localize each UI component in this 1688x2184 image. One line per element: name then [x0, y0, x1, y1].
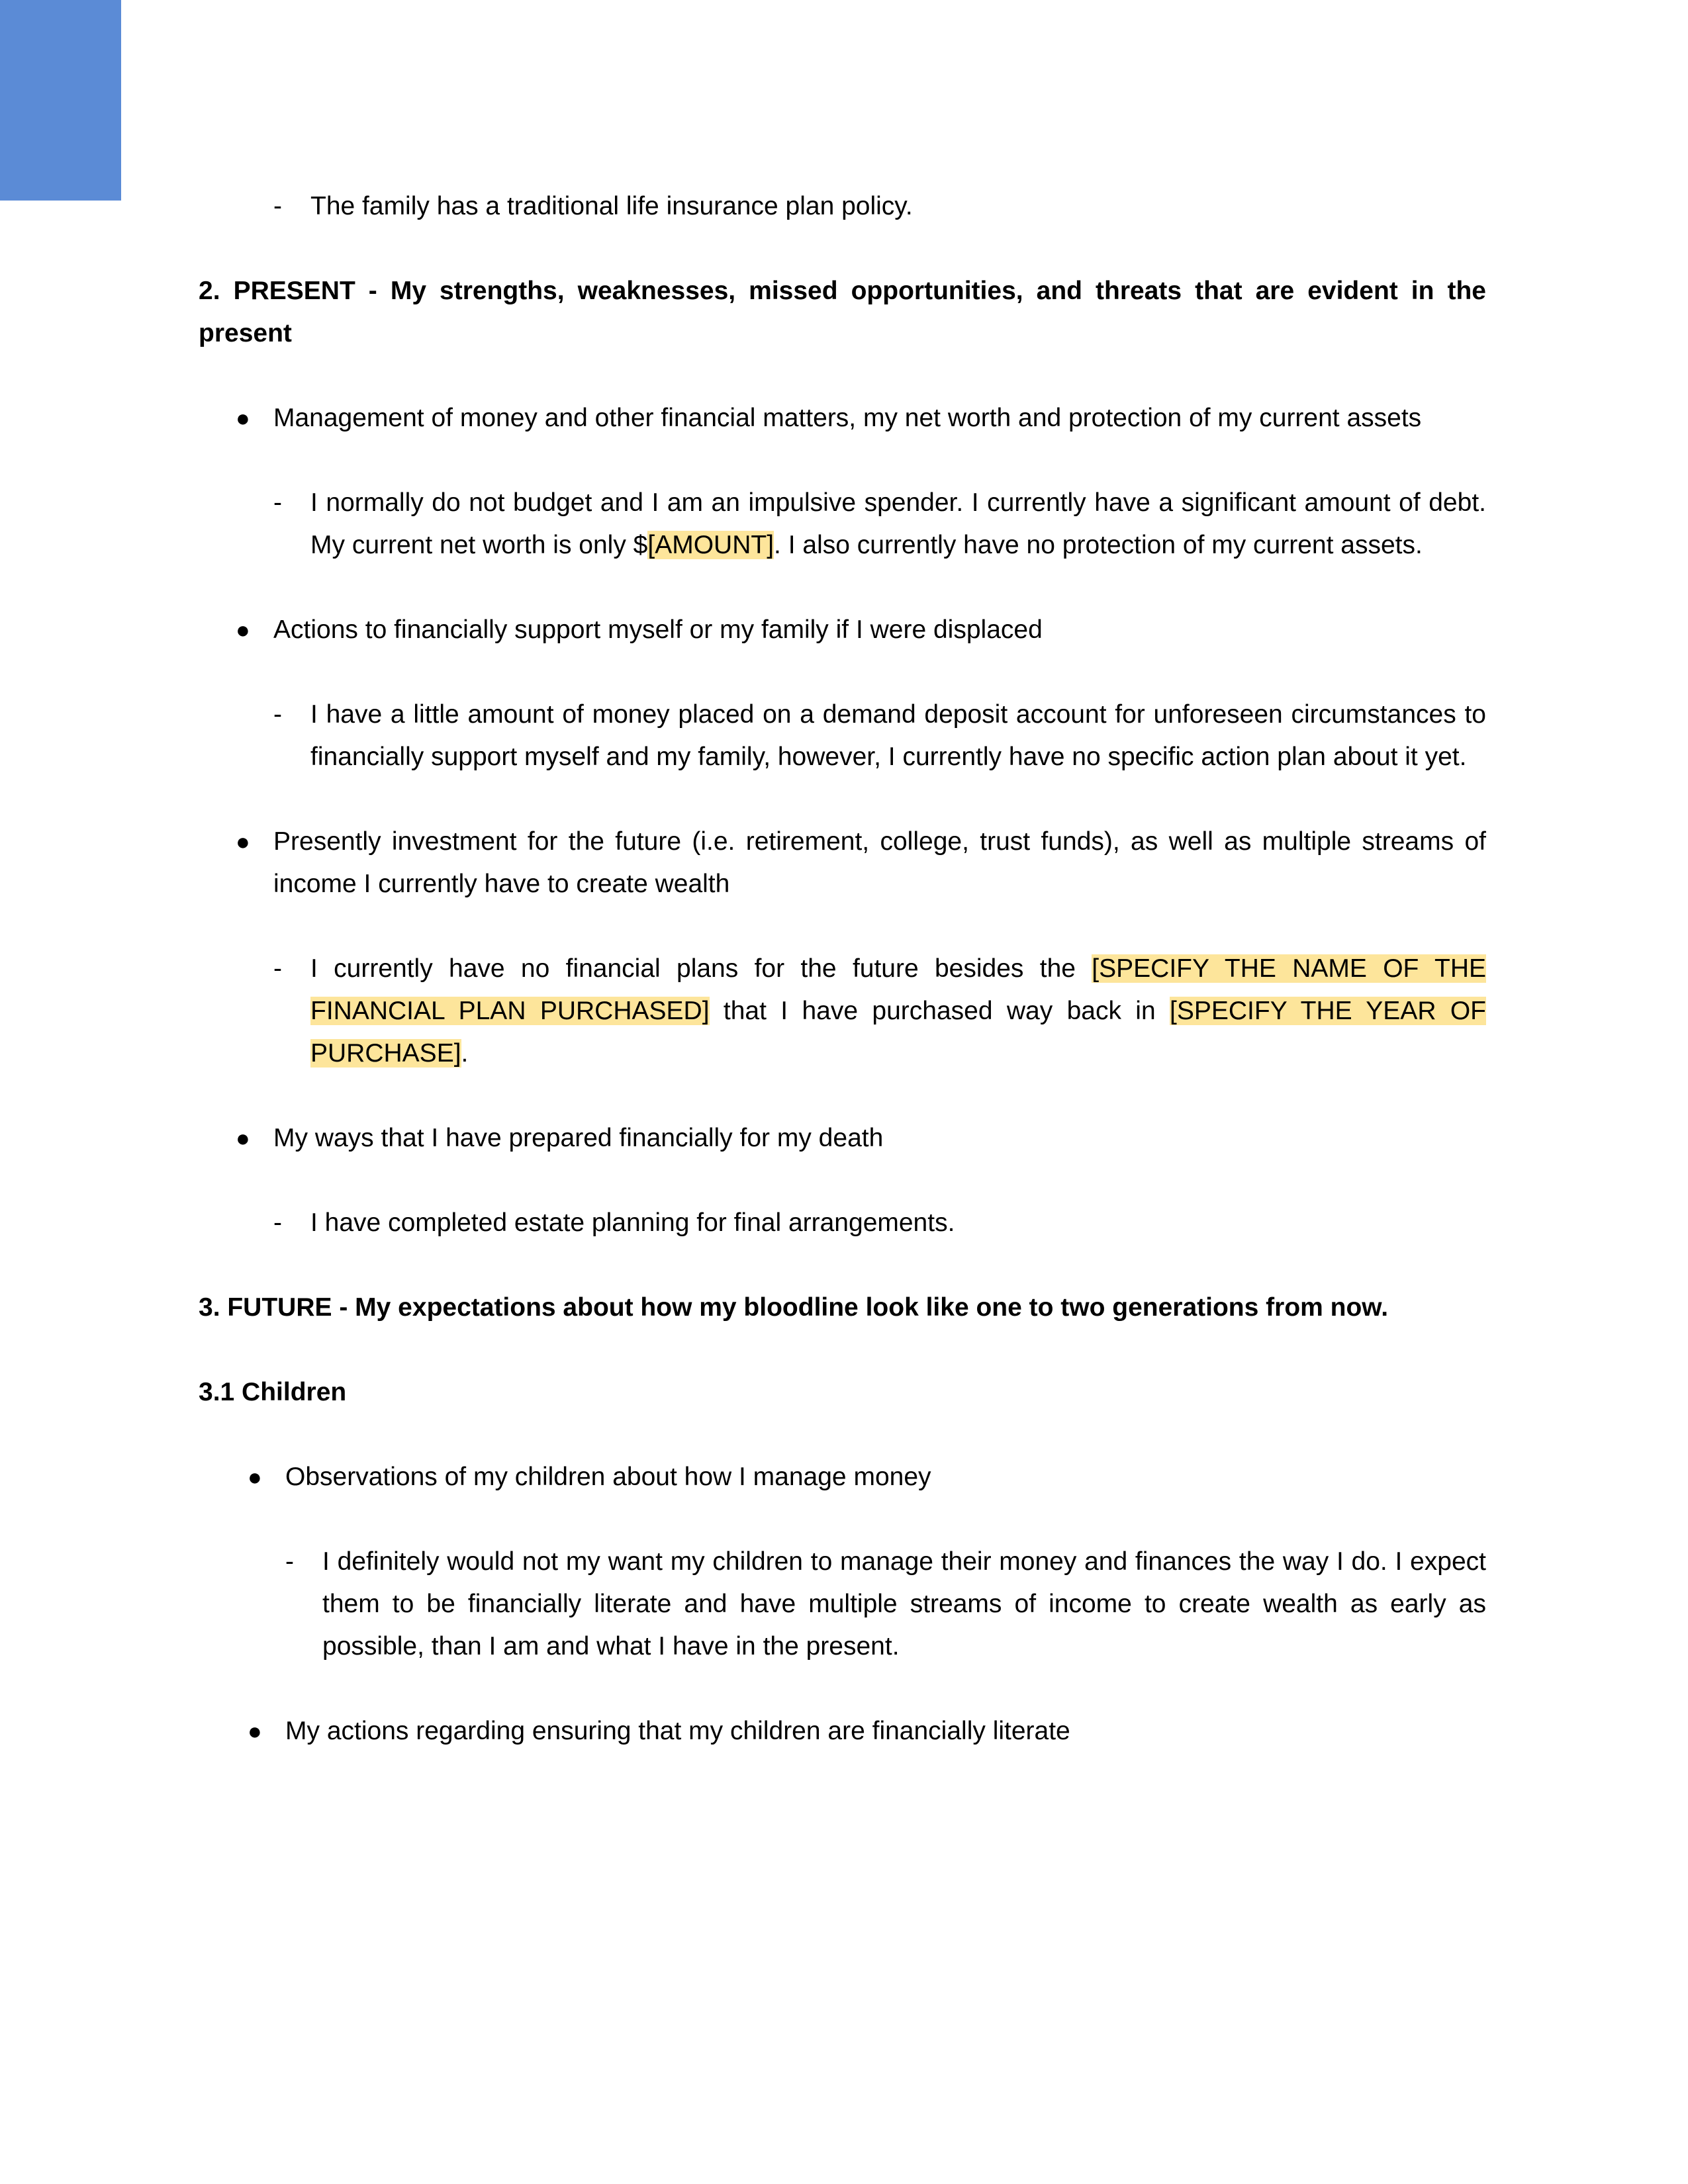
bullet-children-literacy — [199, 1710, 1486, 1752]
dash-item-insurance — [199, 185, 1486, 228]
dash-text: The family has a traditional life insurance plan policy. — [310, 192, 913, 220]
bullet-text: My ways that I have prepared financially for my death — [273, 1124, 884, 1152]
dash-mark: - — [273, 700, 282, 729]
bullet-displaced-support — [199, 609, 1486, 651]
dash-text: that I have purchased way back in — [709, 997, 1170, 1025]
bullet-text: Observations of my children about how I manage money — [285, 1463, 931, 1491]
dash-text: . — [461, 1039, 469, 1068]
bullet-mark: ● — [248, 1463, 262, 1490]
dash-mark: - — [273, 1208, 282, 1237]
dash-mark: - — [273, 954, 282, 983]
corner-tab — [0, 0, 121, 201]
dash-text: I normally do not budget and I am an impulsive spender. I currently have a significant amount of debt. My current net worth is only $ — [310, 488, 1486, 559]
dash-text: I definitely would not my want my children to manage their money and finances the way I do. I expect them to be financially literate and have multiple streams of income to create wealth as early as possible, than I am and what I have in the present. — [322, 1547, 1486, 1661]
dash-mark: - — [273, 192, 282, 220]
dash-item-deposit — [199, 694, 1486, 778]
document-page — [199, 185, 1486, 1795]
dash-item-children-expectations — [199, 1541, 1486, 1668]
dash-item-financial-plans — [199, 948, 1486, 1075]
bullet-mark: ● — [236, 828, 250, 855]
bullet-mark: ● — [236, 1124, 250, 1152]
bullet-mark: ● — [236, 404, 250, 432]
dash-mark: - — [273, 488, 282, 517]
bullet-mark: ● — [236, 616, 250, 643]
dash-item-budget — [199, 482, 1486, 567]
dash-item-estate — [199, 1202, 1486, 1244]
bullet-children-observations — [199, 1456, 1486, 1498]
heading-future: 3. FUTURE - My expectations about how my bloodline look like one to two generations from now. — [199, 1293, 1389, 1322]
bullet-text: Actions to financially support myself or my family if I were displaced — [273, 615, 1043, 644]
dash-text: I have a little amount of money placed on a demand deposit account for unforeseen circumstances to financially support myself and my family, however, I currently have no specific action plan about it yet. — [310, 700, 1486, 771]
placeholder-purchase-year: [SPECIFY THE YEAR OF PURCHASE] — [310, 997, 1486, 1068]
bullet-text: Management of money and other financial matters, my net worth and protection of my current assets — [273, 404, 1422, 432]
bullet-mark: ● — [248, 1717, 262, 1745]
bullet-text: My actions regarding ensuring that my children are financially literate — [285, 1717, 1070, 1745]
bullet-death-preparation — [199, 1117, 1486, 1160]
bullet-text: Presently investment for the future (i.e. retirement, college, trust funds), as well as multiple streams of income I currently have to create wealth — [273, 827, 1486, 898]
dash-text: I have completed estate planning for final arrangements. — [310, 1208, 955, 1237]
placeholder-amount: [AMOUNT] — [647, 531, 774, 559]
dash-text: . I also currently have no protection of my current assets. — [774, 531, 1423, 559]
heading-children: 3.1 Children — [199, 1378, 347, 1406]
bullet-money-management — [199, 397, 1486, 439]
bullet-investment — [199, 821, 1486, 905]
placeholder-plan-name: [SPECIFY THE NAME OF THE FINANCIAL PLAN PURCHASED] — [310, 954, 1486, 1025]
heading-present: 2. PRESENT - My strengths, weaknesses, missed opportunities, and threats that are evident in the present — [199, 277, 1486, 347]
dash-mark: - — [285, 1547, 294, 1576]
dash-text: I currently have no financial plans for the future besides the — [310, 954, 1092, 983]
